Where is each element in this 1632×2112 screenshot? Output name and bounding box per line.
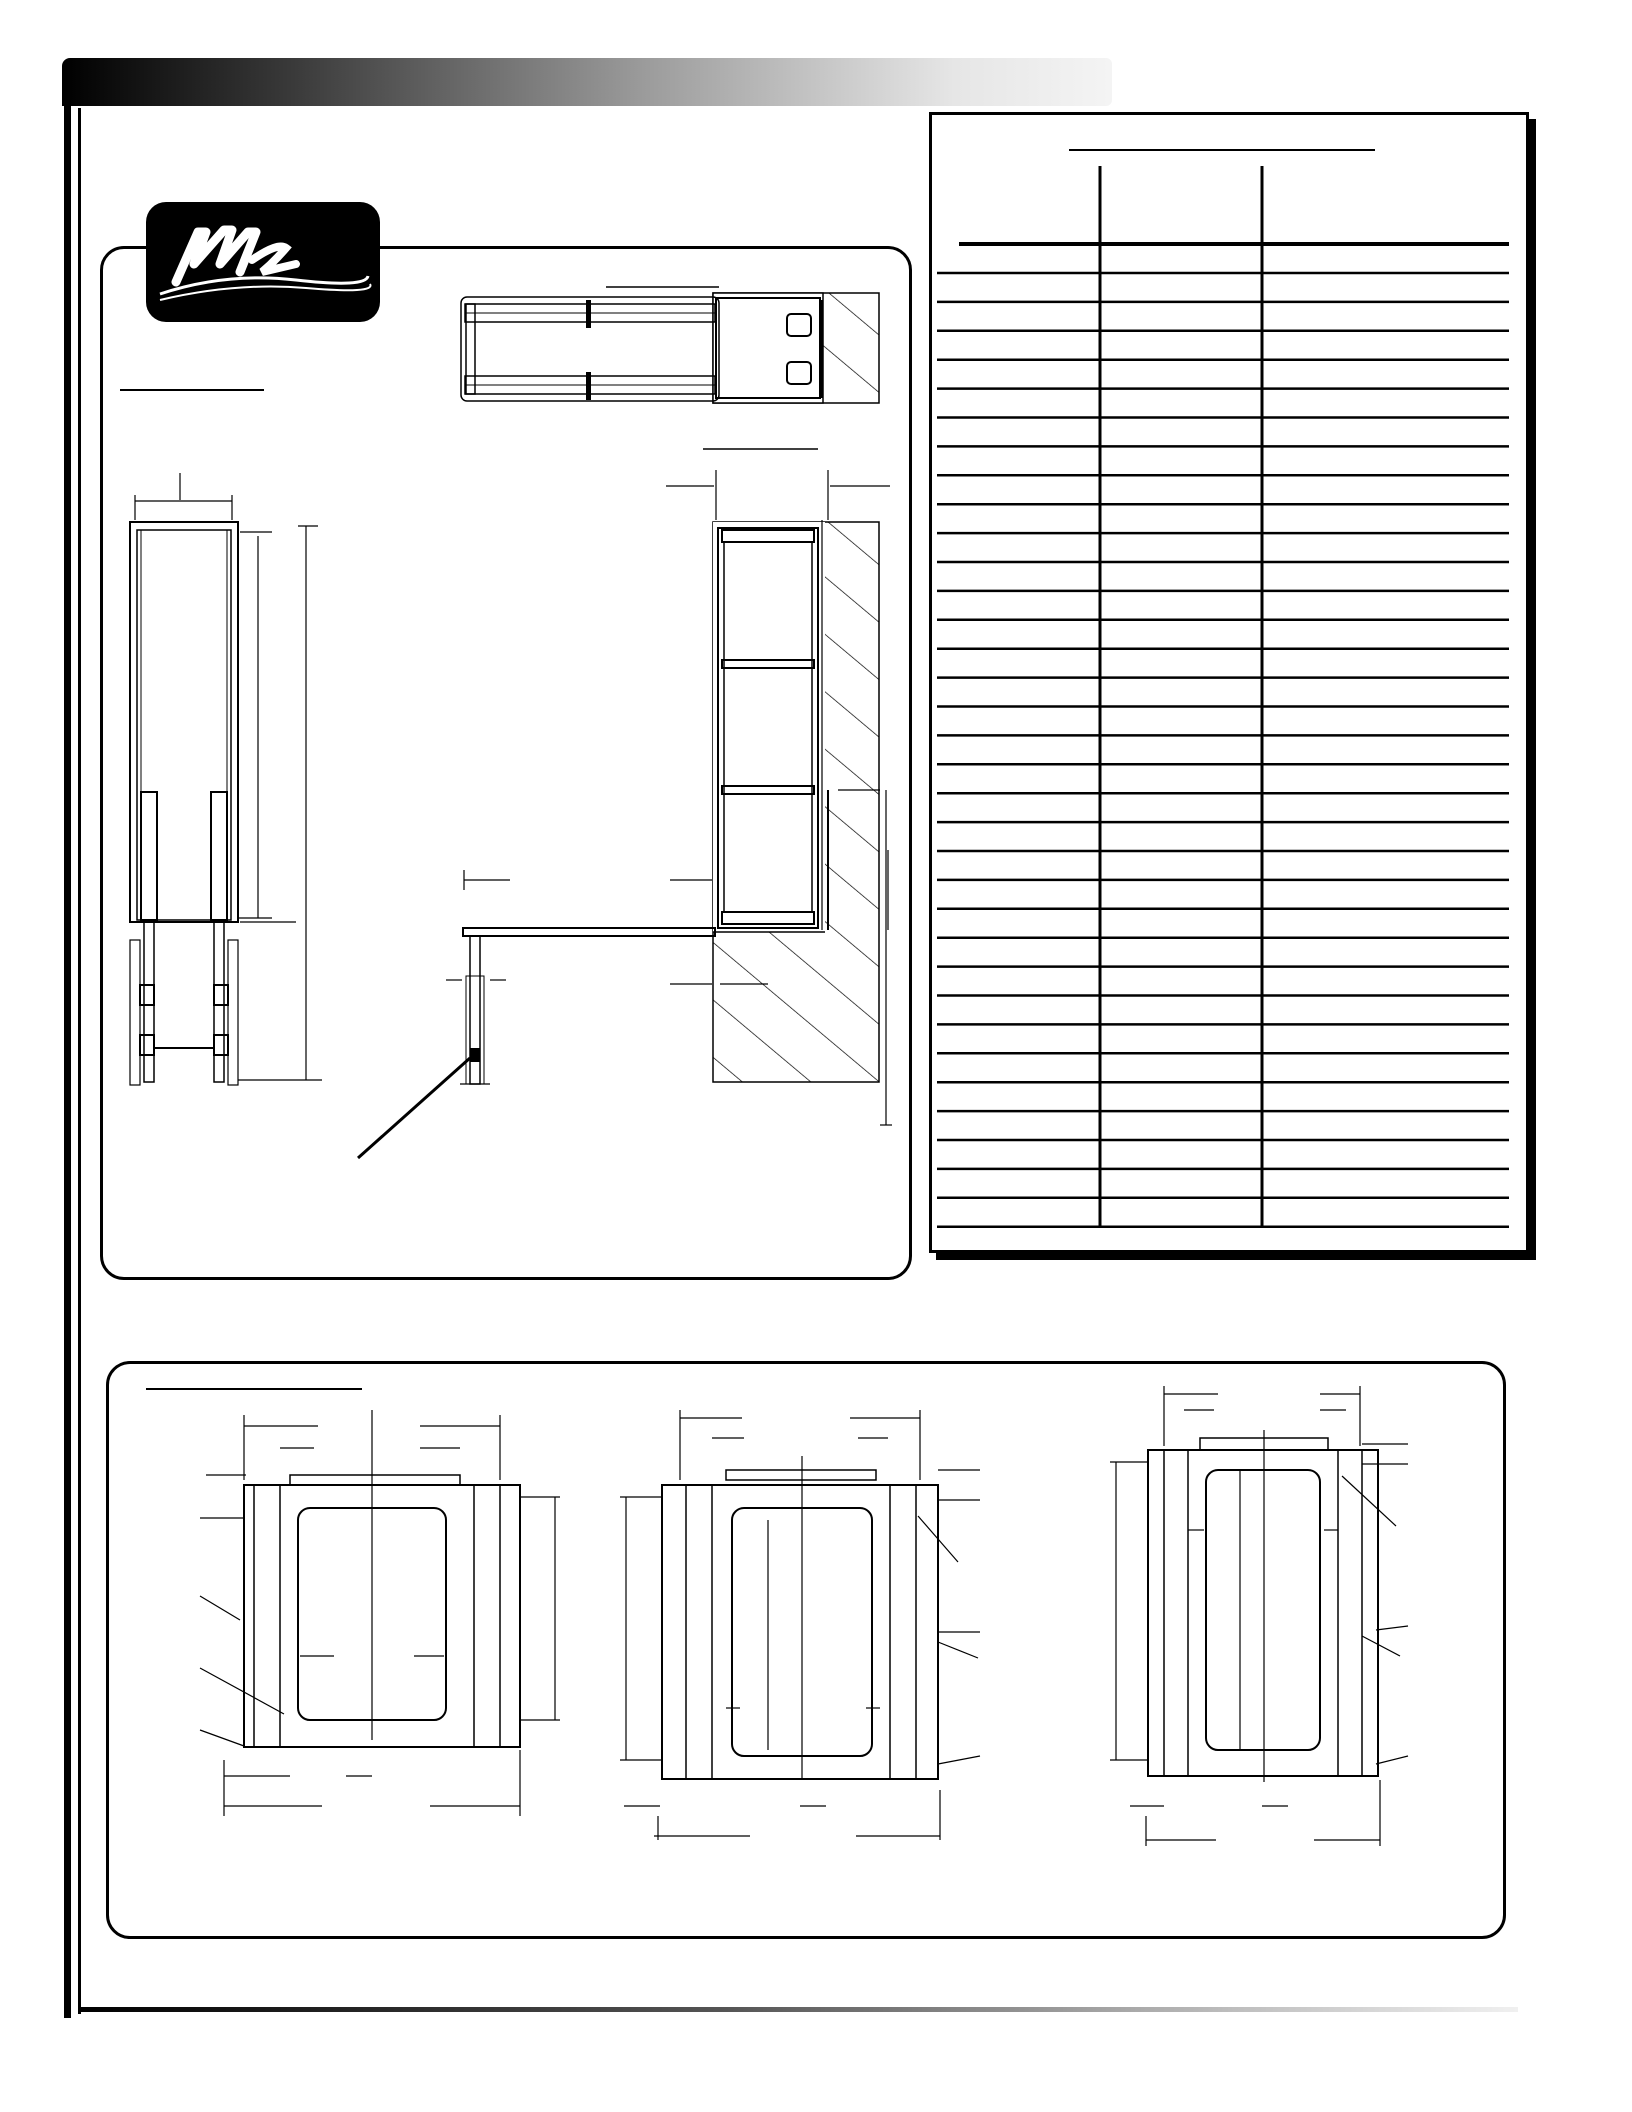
mounting-views-panel — [106, 1361, 1506, 1939]
callout-arrow — [358, 1058, 470, 1158]
side-view-drawing — [666, 470, 892, 1125]
specification-table — [929, 112, 1529, 1253]
front-view-drawing — [130, 473, 322, 1085]
spec-table-grid — [932, 115, 1526, 1250]
slide-rail-drawing — [358, 870, 768, 1158]
top-view-drawing — [461, 293, 879, 403]
